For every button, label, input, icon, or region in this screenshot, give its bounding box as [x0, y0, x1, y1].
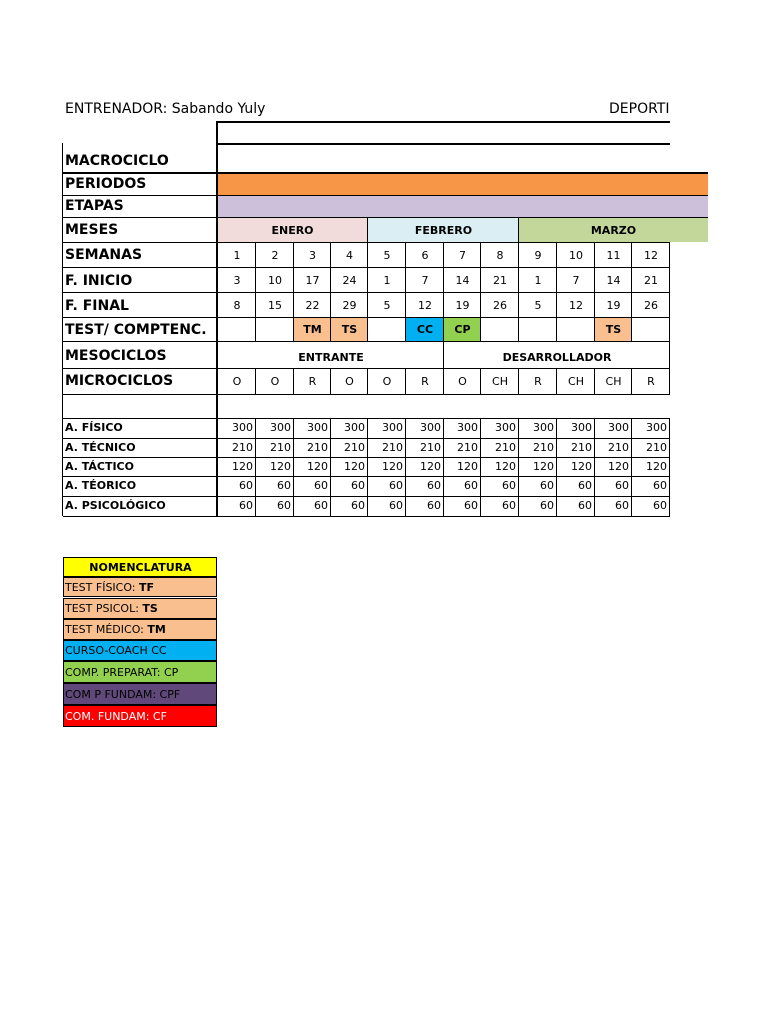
area-value-cell: 120 — [420, 460, 441, 473]
legend-item-cf — [63, 705, 217, 727]
end-date-cell: 22 — [305, 299, 320, 312]
legend-item-cp — [63, 661, 217, 683]
area-value-cell: 60 — [540, 479, 554, 492]
test-cell — [368, 318, 406, 341]
week-cell: 5 — [383, 249, 391, 262]
area-value-cell: 210 — [457, 441, 478, 454]
area-value-cell: 120 — [533, 460, 554, 473]
row-label-semanas: SEMANAS — [65, 247, 143, 263]
area-value-cell: 210 — [307, 441, 328, 454]
area-value-cell: 210 — [646, 441, 667, 454]
grid-line — [63, 217, 708, 218]
end-date-cell: 26 — [493, 299, 507, 312]
start-date-cell: 21 — [644, 274, 658, 287]
legend-item-tm — [63, 619, 217, 640]
microcycle-cell: O — [382, 375, 392, 388]
legend-text: CURSO-COACH CC — [65, 644, 167, 657]
area-value-cell: 300 — [420, 421, 441, 434]
area-value-cell: 60 — [314, 499, 328, 512]
area-value-cell: 60 — [239, 479, 253, 492]
legend-text: TEST FÍSICO: — [65, 580, 136, 594]
area-value-cell: 120 — [307, 460, 328, 473]
legend-item-ts — [63, 598, 217, 619]
week-cell: 2 — [271, 249, 279, 262]
microcycle-cell: O — [345, 375, 354, 388]
area-value-cell: 120 — [344, 460, 365, 473]
area-value-cell: 210 — [382, 441, 403, 454]
area-value-cell: 60 — [389, 479, 403, 492]
end-date-cell: 19 — [606, 299, 621, 312]
week-cell: 7 — [459, 249, 466, 262]
row-label-meses: MESES — [65, 222, 119, 238]
microcycle-cell: O — [270, 375, 280, 388]
area-label-tecnico: A. TÉCNICO — [65, 441, 136, 454]
row-label-macrociclo: MACROCICLO — [65, 153, 169, 169]
grid-line — [669, 418, 670, 516]
start-date-cell: 14 — [455, 274, 470, 287]
legend-title: NOMENCLATURA — [63, 557, 217, 577]
week-cell: 4 — [346, 249, 353, 262]
end-date-cell: 26 — [644, 299, 658, 312]
area-value-cell: 300 — [344, 421, 365, 434]
area-value-cell: 210 — [533, 441, 554, 454]
area-value-cell: 60 — [314, 479, 328, 492]
area-value-cell: 60 — [464, 479, 478, 492]
area-value-cell: 300 — [608, 421, 629, 434]
area-value-cell: 300 — [457, 421, 478, 434]
area-label-fisico: A. FÍSICO — [65, 421, 123, 434]
area-value-cell: 120 — [457, 460, 478, 473]
legend-item-cc — [63, 640, 217, 661]
month-label-enero: ENERO — [271, 223, 314, 237]
area-value-cell: 60 — [239, 499, 253, 512]
area-value-cell: 300 — [270, 421, 291, 434]
area-value-cell: 60 — [277, 479, 291, 492]
area-value-cell: 120 — [571, 460, 592, 473]
test-cell — [632, 318, 670, 341]
legend-code: TS — [142, 602, 158, 615]
area-value-cell: 120 — [646, 460, 667, 473]
grid-line — [63, 394, 670, 395]
area-value-cell: 60 — [464, 499, 478, 512]
microcycle-cell: R — [308, 375, 317, 388]
grid-line — [63, 172, 708, 174]
start-date-cell: 1 — [534, 274, 542, 287]
legend-item-cpf — [63, 683, 217, 705]
area-value-cell: 60 — [427, 479, 441, 492]
area-value-cell: 60 — [351, 499, 365, 512]
area-value-cell: 120 — [382, 460, 403, 473]
end-date-cell: 12 — [418, 299, 432, 312]
row-label-mesociclos: MESOCICLOS — [65, 348, 167, 364]
mesocycle-entrante: ENTRANTE — [298, 350, 364, 364]
microcycle-cell: R — [647, 375, 655, 388]
end-date-cell: 29 — [342, 299, 357, 312]
microcycle-cell: CH — [605, 375, 622, 388]
row-label-test: TEST/ COMPTENC. — [65, 322, 207, 338]
end-date-cell: 15 — [268, 299, 282, 312]
area-value-cell: 60 — [351, 479, 365, 492]
grid-line — [443, 342, 444, 368]
test-cell: CP — [454, 323, 471, 336]
week-cell: 8 — [496, 249, 504, 262]
week-cell: 6 — [421, 249, 429, 262]
grid-line — [63, 516, 670, 517]
week-cell: 1 — [233, 249, 241, 262]
test-cell — [557, 318, 595, 341]
area-value-cell: 120 — [270, 460, 291, 473]
legend-text: COMP. PREPARAT: CP — [65, 665, 179, 679]
area-value-cell: 210 — [420, 441, 441, 454]
area-label-psicologico: A. PSICOLÓGICO — [65, 499, 166, 512]
start-date-cell: 10 — [268, 274, 282, 287]
row-label-f-final: F. FINAL — [65, 298, 129, 314]
grid-line — [367, 218, 368, 242]
microcycle-cell: CH — [568, 375, 584, 388]
area-value-cell: 60 — [578, 479, 592, 492]
area-value-cell: 300 — [533, 421, 554, 434]
area-value-cell: 60 — [277, 499, 291, 512]
end-date-cell: 12 — [569, 299, 583, 312]
legend-item-tf — [63, 577, 217, 597]
grid-line — [218, 143, 670, 145]
grid-line — [218, 121, 670, 123]
legend-text: TEST MÉDICO: — [65, 623, 144, 636]
area-value-cell: 60 — [578, 499, 592, 512]
end-date-cell: 19 — [455, 299, 470, 312]
area-value-cell: 210 — [344, 441, 365, 454]
periodos-band — [218, 174, 708, 195]
microcycle-cell: R — [534, 375, 542, 388]
legend-code: TM — [147, 623, 166, 636]
row-label-periodos: PERIODOS — [65, 176, 147, 192]
legend-text: COM. FUNDAM: CF — [65, 709, 167, 723]
microcycle-cell: O — [458, 375, 467, 388]
area-value-cell: 300 — [232, 421, 253, 434]
start-date-cell: 14 — [606, 274, 621, 287]
legend-text: COM P FUNDAM: CPF — [65, 687, 181, 701]
row-label-f-inicio: F. INICIO — [65, 273, 133, 289]
area-value-cell: 120 — [608, 460, 629, 473]
row-label-etapas: ETAPAS — [65, 198, 124, 214]
grid-line — [62, 143, 63, 516]
grid-line — [669, 342, 670, 368]
week-cell: 9 — [534, 249, 542, 262]
area-value-cell: 300 — [382, 421, 403, 434]
row-label-microciclos: MICROCICLOS — [65, 373, 174, 389]
area-value-cell: 210 — [232, 441, 253, 454]
test-cell: TS — [341, 323, 358, 336]
start-date-cell: 1 — [383, 274, 391, 287]
microcycle-cell: R — [421, 375, 429, 388]
test-cell: TM — [303, 323, 322, 336]
etapas-band — [218, 196, 708, 217]
area-value-cell: 210 — [495, 441, 516, 454]
grid-line — [63, 195, 708, 196]
test-cell — [481, 318, 519, 341]
end-date-cell: 5 — [383, 299, 391, 312]
area-value-cell: 120 — [495, 460, 516, 473]
area-value-cell: 300 — [495, 421, 516, 434]
mesocycle-desarrollador: DESARROLLADOR — [502, 350, 612, 364]
legend-code: TF — [139, 580, 155, 594]
coach-label: ENTRENADOR: Sabando Yuly — [65, 101, 266, 117]
area-value-cell: 60 — [615, 479, 629, 492]
start-date-cell: 3 — [233, 274, 241, 287]
week-cell: 10 — [569, 249, 583, 262]
sport-label: DEPORTI — [609, 101, 670, 117]
area-value-cell: 120 — [232, 460, 253, 473]
area-value-cell: 300 — [307, 421, 328, 434]
end-date-cell: 5 — [534, 299, 542, 312]
area-value-cell: 60 — [502, 499, 516, 512]
area-value-cell: 210 — [608, 441, 629, 454]
area-value-cell: 60 — [653, 499, 667, 512]
area-label-tactico: A. TÁCTICO — [65, 460, 134, 473]
area-value-cell: 300 — [646, 421, 667, 434]
area-value-cell: 300 — [571, 421, 592, 434]
area-value-cell: 60 — [615, 499, 629, 512]
start-date-cell: 21 — [493, 274, 507, 287]
microcycle-cell: O — [232, 375, 242, 388]
end-date-cell: 8 — [233, 299, 241, 312]
grid-line — [518, 218, 519, 242]
start-date-cell: 17 — [305, 274, 320, 287]
area-label-teorico: A. TÉORICO — [65, 479, 137, 492]
area-value-cell: 210 — [270, 441, 291, 454]
area-value-cell: 60 — [540, 499, 554, 512]
week-cell: 3 — [309, 249, 316, 262]
week-cell: 12 — [644, 249, 658, 262]
start-date-cell: 24 — [342, 274, 357, 287]
test-cell: TS — [605, 323, 622, 336]
week-cell: 11 — [606, 249, 621, 262]
area-value-cell: 60 — [427, 499, 441, 512]
month-label-febrero: FEBRERO — [414, 223, 473, 237]
test-cell: CC — [416, 323, 434, 336]
start-date-cell: 7 — [421, 274, 429, 287]
area-value-cell: 60 — [653, 479, 667, 492]
test-cell — [256, 318, 294, 341]
area-value-cell: 60 — [502, 479, 516, 492]
microcycle-cell: CH — [492, 375, 508, 388]
month-label-marzo: MARZO — [590, 223, 637, 237]
test-cell — [218, 318, 256, 341]
test-cell — [519, 318, 557, 341]
area-value-cell: 210 — [571, 441, 592, 454]
start-date-cell: 7 — [572, 274, 580, 287]
legend-text: TEST PSICOL: — [65, 602, 139, 615]
area-value-cell: 60 — [389, 499, 403, 512]
